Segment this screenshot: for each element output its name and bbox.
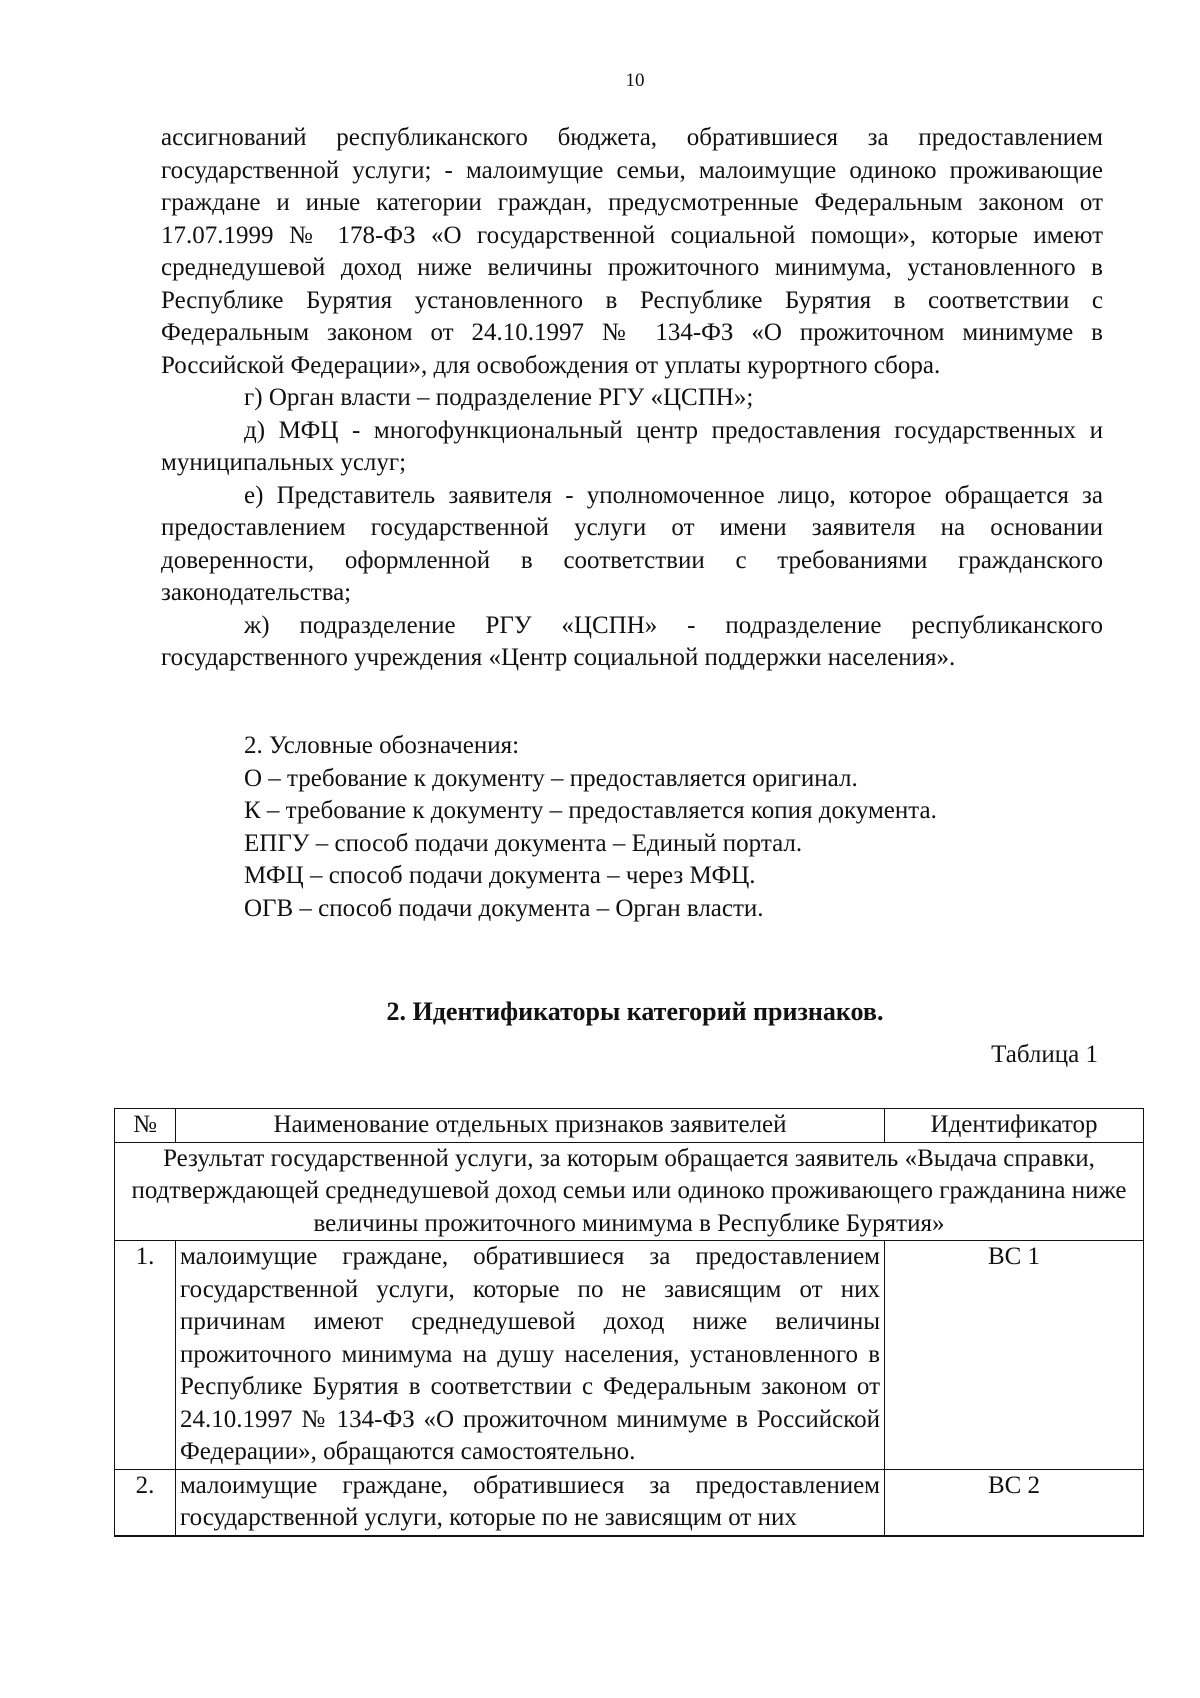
paragraph-continuation: ассигнований республиканского бюджета, обратившиеся за предоставлением государственной услуги; - малоимущие семьи, малоимущие одиноко проживающие граждане и иные категории граждан, предусмотренные Федеральным законом от 17.07.1999 № 178-ФЗ «О государственной социальной помощи», которые имеют среднедушевой доход ниже величины прожиточного минимума, установленного в Республике Бурятия установленного в Республике Бурятия в соответствии с Федеральным законом от 24.10.1997 № 134-ФЗ «О прожиточном минимуме в Российской Федерации», для освобождения от уплаты курортного сбора. (161, 124, 1103, 379)
row-identifier: ВС 1 (885, 1241, 1144, 1470)
legend-item: ЕПГУ – способ подачи документа – Единый портал. (244, 829, 803, 857)
row-identifier: ВС 2 (885, 1469, 1144, 1536)
legend-item: ОГВ – способ подачи документа – Орган власти. (244, 894, 764, 922)
paragraph-predstavitel: е) Представитель заявителя - уполномоченное лицо, которое обращается за предоставлением государственной услуги от имени заявителя на основании доверенности, оформленной в соответствии с требованиями гражданского законодательства; (161, 481, 1103, 606)
row-name: малоимущие граждане, обратившиеся за предоставлением государственной услуги, которые по не зависящим от них (176, 1469, 885, 1536)
row-number: 1. (115, 1241, 176, 1470)
legend (244, 730, 937, 925)
paragraph-mfc: д) МФЦ - многофункциональный центр предоставления государственных и муниципальных услуг; (161, 416, 1103, 476)
header-number: № (115, 1109, 176, 1143)
page-number: 10 (625, 70, 645, 91)
legend-item: МФЦ – способ подачи документа – через МФЦ. (244, 862, 756, 889)
header-identifier: Идентификатор (885, 1109, 1144, 1143)
merged-result-cell: Результат государственной услуги, за которым обращается заявитель «Выдача справки, подтверждающей среднедушевой доход семьи или одиноко проживающего гражданина ниже величины прожиточного минимума в Республике Бурятия» (115, 1142, 1144, 1241)
legend-item: О – требование к документу – предоставляется оригинал. (244, 764, 858, 792)
table-merged-row (115, 1142, 1144, 1241)
header-name: Наименование отдельных признаков заявителей (176, 1109, 885, 1143)
table-label: Таблица 1 (991, 1041, 1098, 1068)
legend-item: К – требование к документу – предоставляется копия документа. (244, 797, 937, 824)
table-row (115, 1469, 1144, 1536)
paragraph-organ-vlasti: г) Орган власти – подразделение РГУ «ЦСПН»; (244, 384, 754, 411)
table-row (115, 1241, 1144, 1470)
row-number: 2. (115, 1469, 176, 1536)
table-header-row (115, 1109, 1144, 1143)
legend-title: 2. Условные обозначения: (244, 732, 520, 759)
row-name: малоимущие граждане, обратившиеся за предоставлением государственной услуги, которые по не зависящим от них причинам имеют среднедушевой доход ниже величины прожиточного минимума на душу населения, установленного в Республике Бурятия в соответствии с Федеральным законом от 24.10.1997 № 134-ФЗ «О прожиточном минимуме в Российской Федерации», обращаются самостоятельно. (176, 1241, 885, 1470)
paragraph-podrazdelenie: ж) подразделение РГУ «ЦСПН» - подразделение республиканского государственного учреждения «Центр социальной поддержки населения». (161, 611, 1103, 671)
body-text (161, 122, 1103, 675)
section-title: 2. Идентификаторы категорий признаков. (386, 997, 884, 1026)
identifiers-table (114, 1108, 1144, 1537)
